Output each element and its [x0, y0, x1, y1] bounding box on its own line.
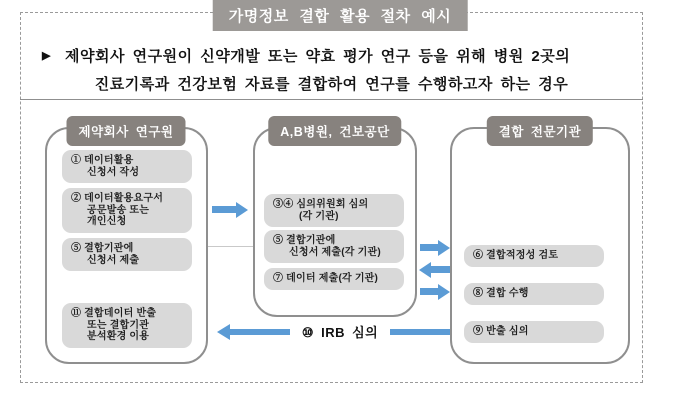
step-line: ⑤ 결합기관에 [71, 243, 134, 254]
lane-header-pharma: 제약회사 연구원 [67, 116, 186, 146]
step-line: ⑤ 결합기관에 [273, 235, 336, 246]
arrow-right-icon [212, 206, 236, 213]
lane-header-agency: 결합 전문기관 [487, 116, 593, 146]
step-item [62, 150, 192, 183]
step-line: 신청서 작성 [87, 166, 140, 178]
step-line: 신청서 제출(각 기관) [289, 246, 381, 258]
step-item [264, 230, 404, 263]
section-divider [20, 99, 643, 100]
step-line: ⑧ 결합 수행 [473, 288, 529, 299]
lane-header-hospitals: A,B병원, 건보공단 [268, 116, 401, 146]
step-line: ② 데이터활용요구서 [71, 193, 164, 204]
intro-text-2: 진료기록과 건강보험 자료를 결합하여 연구를 수행하고자 하는 경우 [94, 76, 569, 93]
step-line: ⑪ 결합데이터 반출 [71, 308, 157, 319]
irb-label: ⑩ IRB 심의 [301, 325, 379, 340]
arrow-right-icon [420, 244, 438, 251]
arrow-right-icon [420, 288, 438, 295]
step-item [62, 238, 192, 271]
bullet-icon: ▶ [42, 50, 51, 62]
arrow-shaft [390, 329, 450, 335]
step-item [464, 321, 604, 343]
step-item [464, 245, 604, 267]
arrow-shaft [230, 329, 290, 335]
step-line: ⑨ 반출 심의 [473, 326, 529, 337]
step-line: 신청서 제출 [87, 254, 140, 266]
step-line: 또는 결합기관 [87, 319, 150, 331]
step-item [62, 188, 192, 233]
irb-review-arrow [217, 323, 450, 340]
step-line: ③④ 심의위원회 심의 [273, 199, 369, 210]
step-line: 공문발송 또는 [87, 204, 150, 216]
page-title: 가명정보 결합 활용 절차 예시 [213, 0, 468, 31]
step-item [264, 194, 404, 227]
intro-text-1: 제약회사 연구원이 신약개발 또는 약효 평가 연구 등을 위해 병원 2곳의 [64, 48, 571, 65]
step-line: 분석환경 이용 [87, 331, 150, 342]
step-item [62, 303, 192, 348]
step-line: ① 데이터활용 [71, 155, 134, 166]
arrow-left-icon [431, 266, 450, 273]
step-item [264, 268, 404, 290]
step-line: (각 기관) [299, 210, 339, 222]
step-line: ⑦ 데이터 제출(각 기관) [273, 273, 379, 284]
step-item [464, 283, 604, 305]
intro-line-1 [42, 45, 570, 66]
step-line: 개인신청 [87, 216, 127, 227]
step-line: ⑥ 결합적정성 검토 [473, 250, 559, 261]
arrow-left-head-icon [217, 324, 230, 340]
